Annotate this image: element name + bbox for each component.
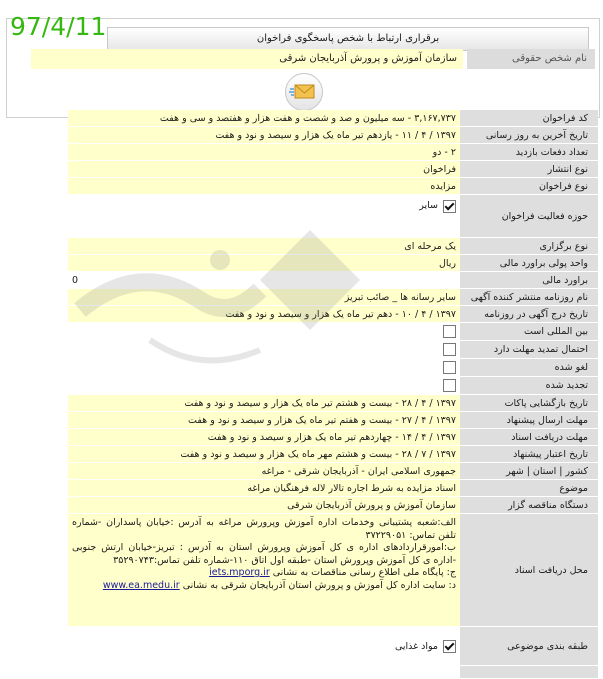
row-tender-code	[68, 110, 598, 127]
address-line-1: الف:شعبه پشتیبانی وخدمات اداره آموزش وپرورش مراغه به آدرس :خیابان پاسداران -شماره تلفن تماس: ۳۷۲۲۹۰۵۱	[72, 517, 456, 541]
label-cancelled: لغو شده	[460, 359, 598, 376]
row-renewed	[68, 377, 598, 395]
row-newspaper	[68, 289, 598, 306]
value-estimate: 0	[68, 272, 460, 288]
label-docs-deadline: مهلت دریافت اسناد	[460, 429, 598, 445]
row-extension	[68, 341, 598, 359]
row-cutoff	[68, 666, 598, 679]
row-visit-count	[68, 144, 598, 161]
activity-checkbox[interactable]	[443, 200, 456, 213]
row-cancelled	[68, 359, 598, 377]
row-estimate	[68, 272, 598, 289]
row-docs-deadline	[68, 429, 598, 446]
address-line-4	[72, 580, 456, 593]
value-publish-type: فراخوان	[68, 161, 460, 177]
label-international: بین المللی است	[460, 323, 598, 340]
send-message-button[interactable]	[285, 73, 323, 111]
row-holding-type	[68, 238, 598, 255]
address-line-4-text: د: سایت اداره کل آموزش و پرورش استان آذربایجان شرقی به نشانی	[182, 579, 456, 591]
label-last-update: تاریخ آخرین به روز رسانی	[460, 127, 598, 143]
value-cutoff	[68, 666, 460, 678]
value-international	[68, 323, 460, 340]
value-newspaper: سایر رسانه ها _ صائب تبریز	[68, 289, 460, 305]
ea-medu-link[interactable]: www.ea.medu.ir	[102, 579, 180, 591]
label-currency: واحد پولی براورد مالی	[460, 255, 598, 271]
label-tender-code: کد فراخوان	[460, 110, 598, 126]
value-currency: ریال	[68, 255, 460, 271]
label-cutoff	[460, 666, 598, 678]
label-estimate: براورد مالی	[460, 272, 598, 288]
value-opening-date: ۱۳۹۷ / ۴ / ۲۸ - بیست و هشتم تیر ماه یک هزار و سیصد و نود و هفت	[68, 395, 460, 411]
value-last-update: ۱۳۹۷ / ۴ / ۱۱ - یازدهم تیر ماه یک هزار و سیصد و نود و هفت	[68, 127, 460, 143]
value-validity: ۱۳۹۷ / ۷ / ۲۸ - بیست و هشتم مهر ماه یک هزار و سیصد و نود و هفت	[68, 446, 460, 462]
row-category	[68, 627, 598, 666]
label-publish-type: نوع انتشار	[460, 161, 598, 177]
label-activity-area: حوزه فعالیت فراخوان	[460, 195, 598, 237]
value-tender-code: ۳,۱۶۷,۷۳۷ - سه میلیون و صد و شصت و هفت هزار و هفتصد و سی و هفت	[68, 110, 460, 126]
label-newspaper: نام روزنامه منتشر کننده آگهی	[460, 289, 598, 305]
value-holding-type: یک مرحله ای	[68, 238, 460, 254]
value-tender-type: مزایده	[68, 178, 460, 194]
label-validity: تاریخ اعتبار پیشنهاد	[460, 446, 598, 462]
renewed-checkbox[interactable]	[443, 379, 456, 392]
address-line-2: ب:امورقراردادهای اداره ی کل آموزش وپرورش استان به آدرس : تبریز-خیابان ارتش جنوبی -اداره ی کل آموزش وپرورش استان -طبقه اول اتاق ۱۱۰-شماره تلفن تماس:۳۵۲۹۰۷۴۳	[72, 542, 456, 566]
address-line-3-text: ج: پایگاه ملی اطلاع رسانی مناقصات به نشانی	[272, 567, 456, 578]
value-category	[68, 627, 460, 665]
label-docs-location: محل دریافت اسناد	[460, 514, 598, 626]
label-newspaper-date: تاریخ درج آگهی در روزنامه	[460, 306, 598, 322]
value-subject: اسناد مزایده به شرط اجاره تالار لاله فرهنگیان مراغه	[68, 480, 460, 496]
contact-value: سازمان آموزش و پرورش آذربایجان شرقی	[31, 49, 463, 69]
row-submit-deadline	[68, 412, 598, 429]
value-visit-count: ۲ - دو	[68, 144, 460, 160]
cancelled-checkbox[interactable]	[443, 361, 456, 374]
row-validity	[68, 446, 598, 463]
contact-title: برقراری ارتباط با شخص پاسخگوی فراخوان	[107, 27, 589, 51]
value-extension	[68, 341, 460, 358]
label-submit-deadline: مهلت ارسال پیشنهاد	[460, 412, 598, 428]
label-visit-count: تعداد دفعات بازدید	[460, 144, 598, 160]
contact-label: نام شخص حقوقی	[467, 49, 595, 69]
label-category: طبقه بندی موضوعی	[460, 627, 598, 665]
row-currency	[68, 255, 598, 272]
row-tender-type	[68, 178, 598, 195]
activity-option-label: سایر	[419, 200, 438, 211]
label-organizer: دستگاه مناقصه گزار	[460, 497, 598, 513]
category-option-label: مواد غذایی	[394, 640, 438, 652]
value-newspaper-date: ۱۳۹۷ / ۴ / ۱۰ - دهم تیر ماه یک هزار و سیصد و نود و هفت	[68, 306, 460, 322]
envelope-icon	[286, 74, 322, 110]
label-renewed: تجدید شده	[460, 377, 598, 394]
value-cancelled	[68, 359, 460, 376]
row-last-update	[68, 127, 598, 144]
extension-checkbox[interactable]	[443, 343, 456, 356]
row-subject	[68, 480, 598, 497]
row-opening-date	[68, 395, 598, 412]
label-opening-date: تاریخ بازگشایی پاکات	[460, 395, 598, 411]
value-location: جمهوری اسلامی ایران - آذربایجان شرقی - مراغه	[68, 463, 460, 479]
tender-details	[68, 110, 598, 679]
row-publish-type	[68, 161, 598, 178]
label-location: کشور | استان | شهر	[460, 463, 598, 479]
address-line-3	[72, 567, 456, 580]
label-holding-type: نوع برگزاری	[460, 238, 598, 254]
row-location	[68, 463, 598, 480]
value-docs-deadline: ۱۳۹۷ / ۴ / ۱۴ - چهاردهم تیر ماه یک هزار و سیصد و نود و هفت	[68, 429, 460, 445]
row-international	[68, 323, 598, 341]
date-stamp: 97/4/11	[10, 12, 107, 41]
value-activity-area	[68, 195, 460, 237]
row-organizer	[68, 497, 598, 514]
value-organizer: سازمان آموزش و پرورش آذربایجان شرقی	[68, 497, 460, 513]
category-checkbox[interactable]	[443, 640, 456, 653]
label-extension: احتمال تمدید مهلت دارد	[460, 341, 598, 358]
row-docs-location	[68, 514, 598, 627]
value-submit-deadline: ۱۳۹۷ / ۴ / ۲۷ - بیست و هفتم تیر ماه یک هزار و سیصد و نود و هفت	[68, 412, 460, 428]
row-newspaper-date	[68, 306, 598, 323]
label-subject: موضوع	[460, 480, 598, 496]
row-activity-area	[68, 195, 598, 238]
international-checkbox[interactable]	[443, 325, 456, 338]
label-tender-type: نوع فراخوان	[460, 178, 598, 194]
iets-link[interactable]: iets.mporg.ir	[209, 567, 270, 578]
value-renewed	[68, 377, 460, 394]
value-docs-location	[68, 514, 460, 626]
